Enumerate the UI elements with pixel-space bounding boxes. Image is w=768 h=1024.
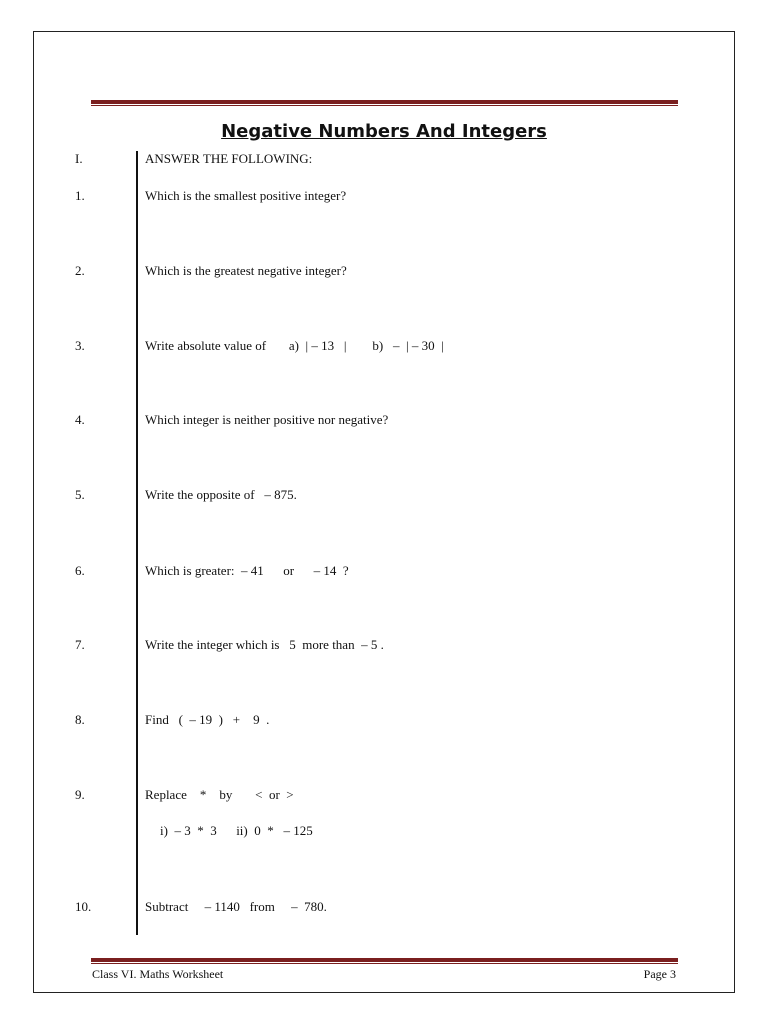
page-border — [33, 31, 735, 993]
question-text: Which is the smallest positive integer? — [145, 188, 347, 203]
question-text: Write the opposite of – 875. — [145, 487, 297, 502]
question-text: Replace * by < or > — [145, 787, 294, 802]
question-number: 10. — [75, 899, 92, 914]
question-number: 2. — [75, 263, 85, 278]
question-number: 7. — [75, 637, 85, 652]
question-text: Which integer is neither positive nor negative? — [145, 412, 389, 427]
header-rule — [91, 100, 678, 107]
question-number: 9. — [75, 787, 85, 802]
question-text: Write absolute value of a) | – 13 | b) – | – 30 | — [145, 338, 444, 353]
section-heading: ANSWER THE FOLLOWING: — [145, 151, 313, 166]
section-number: I. — [75, 151, 83, 166]
question-text: Which is the greatest negative integer? — [145, 263, 347, 278]
question-number: 6. — [75, 563, 85, 578]
footer-rule — [91, 958, 678, 965]
question-number: 3. — [75, 338, 85, 353]
question-text: Which is greater: – 41 or – 14 ? — [145, 563, 349, 578]
question-number: 8. — [75, 712, 85, 727]
question-number: 1. — [75, 188, 85, 203]
question-number: 5. — [75, 487, 85, 502]
question-text: Subtract – 1140 from – 780. — [145, 899, 327, 914]
question-text: Find ( – 19 ) + 9 . — [145, 712, 270, 727]
page-title: Negative Numbers And Integers — [221, 121, 547, 142]
footer-label: Class VI. Maths Worksheet — [92, 967, 224, 981]
question-text: Write the integer which is 5 more than – 5 . — [145, 637, 384, 652]
question-subtext: i) – 3 * 3 ii) 0 * – 125 — [160, 823, 313, 838]
question-number: 4. — [75, 412, 85, 427]
column-divider — [136, 151, 138, 935]
page-number: Page 3 — [643, 967, 676, 981]
